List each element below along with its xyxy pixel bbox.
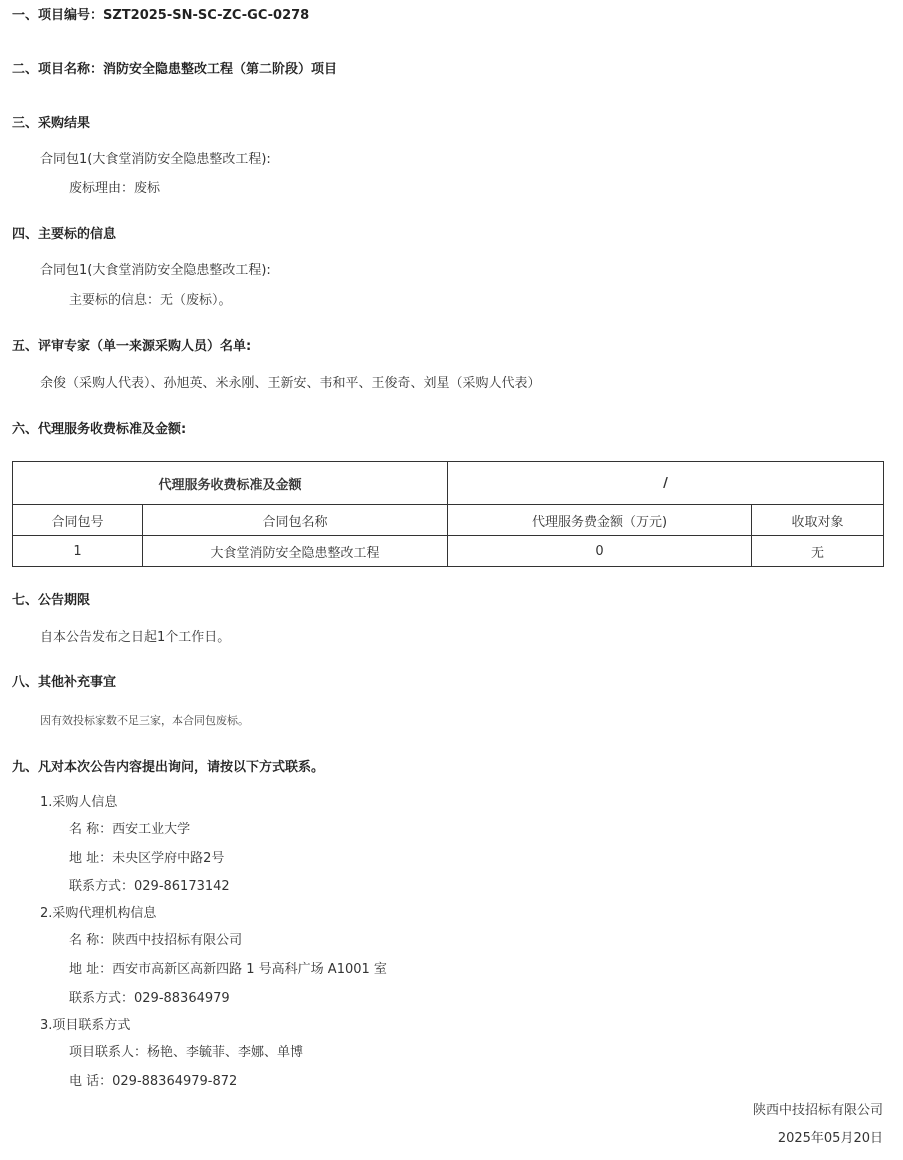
project-number [12,7,309,25]
project-name [12,61,337,79]
main-subject-detail: 主要标的信息：无（废标）。 [69,293,232,308]
buyer-phone: 联系方式：029-86173142 [69,879,230,894]
table-cell: 0 [448,536,752,567]
table-header-cell: 合同包名称 [143,505,448,536]
contact-heading: 九、凡对本次公告内容提出询问，请按以下方式联系。 [12,760,325,775]
project-number-value: SZT2025-SN-SC-ZC-GC-0278 [103,8,310,23]
table-cell: 1 [13,536,143,567]
notice-period-text: 自本公告发布之日起1个工作日。 [40,630,231,645]
project-contacts: 项目联系人：杨艳、李毓菲、李娜、单博 [69,1045,304,1060]
project-contact-title: 3.项目联系方式 [40,1018,131,1033]
buyer-info-title: 1.采购人信息 [40,795,118,810]
agency-name: 名 称：陕西中技招标有限公司 [69,933,243,948]
project-name-label: 二、项目名称： [12,62,104,77]
agency-phone: 联系方式：029-88364979 [69,991,230,1006]
table-cell: 大食堂消防安全隐患整改工程 [143,536,448,567]
other-matters-heading: 八、其他补充事宜 [12,675,117,690]
project-name-value: 消防安全隐患整改工程（第二阶段）项目 [103,62,338,77]
procurement-result-package: 合同包1(大食堂消防安全隐患整改工程): [40,152,271,167]
agency-address: 地 址：西安市高新区高新四路 1 号高科广场 A1001 室 [69,962,387,977]
footer-company: 陕西中技招标有限公司 [752,1103,883,1118]
table-cell: 无 [752,536,884,567]
experts-list: 余俊（采购人代表）、孙旭英、米永刚、王新安、韦和平、王俊奇、刘星（采购人代表） [40,376,541,391]
table-title-row [13,462,884,505]
procurement-result-heading: 三、采购结果 [12,116,91,131]
table-header-cell: 收取对象 [752,505,884,536]
main-subject-heading: 四、主要标的信息 [12,227,117,242]
footer-date: 2025年05月20日 [777,1131,883,1146]
project-number-label: 一、项目编号： [12,8,104,23]
project-phone: 电 话：029-88364979-872 [69,1074,238,1089]
notice-period-heading: 七、公告期限 [12,593,91,608]
main-subject-package: 合同包1(大食堂消防安全隐患整改工程): [40,263,271,278]
table-header-cell: 代理服务费金额（万元) [448,505,752,536]
other-matters-text: 因有效投标家数不足三家，本合同包废标。 [40,714,249,727]
agency-info-title: 2.采购代理机构信息 [40,906,157,921]
experts-heading: 五、评审专家（单一来源采购人员）名单: [12,339,252,354]
agency-fee-heading: 六、代理服务收费标准及金额: [12,422,187,437]
table-header-cell: 合同包号 [13,505,143,536]
procurement-result-detail: 废标理由：废标 [69,181,161,196]
table-title-value-cell: / [448,462,884,505]
agency-fee-table [12,461,884,567]
table-title-cell: 代理服务收费标准及金额 [13,462,448,505]
table-header-row [13,505,884,536]
buyer-address: 地 址：未央区学府中路2号 [69,851,225,866]
buyer-name: 名 称：西安工业大学 [69,822,191,837]
table-row [13,536,884,567]
